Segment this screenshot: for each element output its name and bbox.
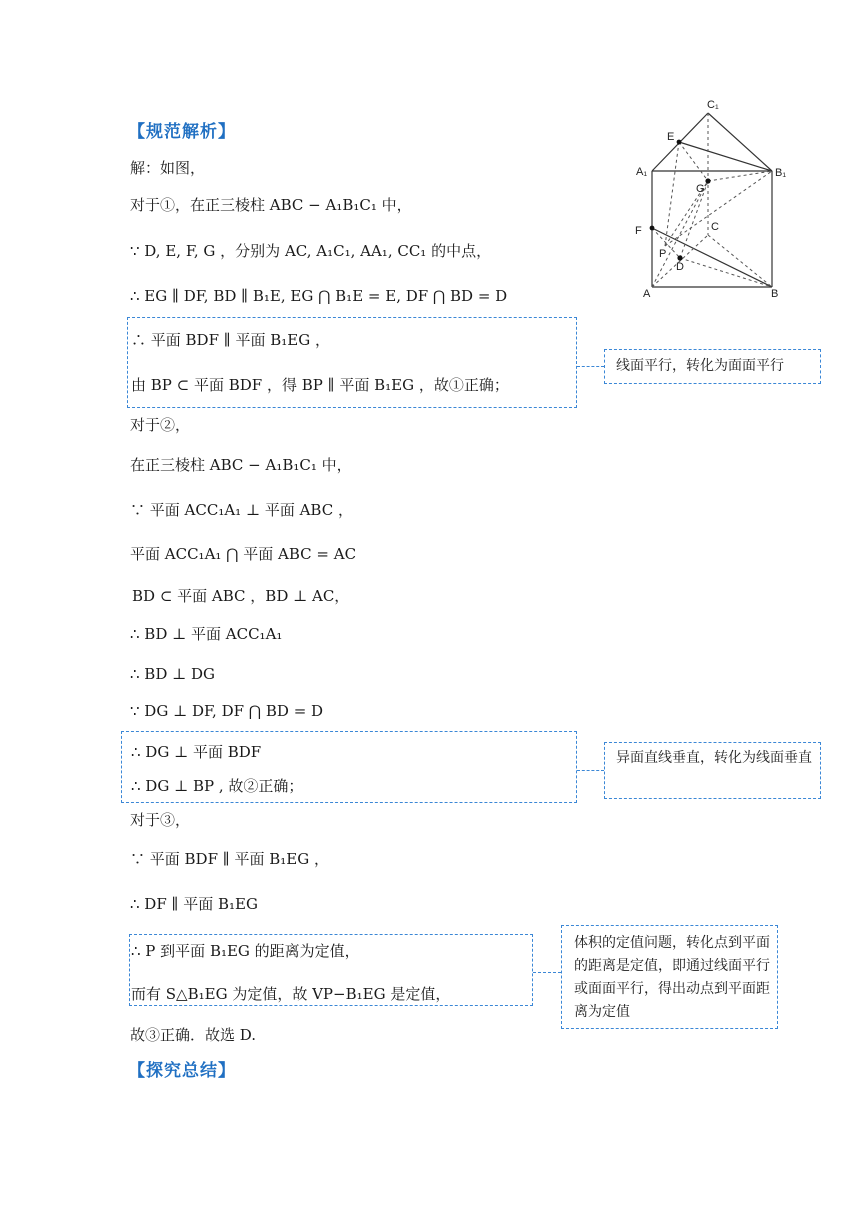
- edge-cb-hidden: [708, 235, 772, 287]
- analysis-heading: 【规范解析】: [128, 122, 236, 142]
- prism-figure: [620, 95, 800, 310]
- segment-eg: [679, 142, 708, 181]
- point-e: [677, 140, 682, 145]
- solution-line: ∴ DG ⊥ BP , 故②正确；: [131, 777, 304, 795]
- note-connector-2: [577, 770, 604, 771]
- note-box-2: 异面直线垂直，转化为线面垂直: [604, 742, 821, 799]
- solution-line: 对于③，: [130, 811, 191, 829]
- solution-line: ∵ DG ⊥ DF, DF ⋂ BD = D: [130, 702, 324, 720]
- label-b: B: [771, 288, 779, 300]
- solution-line: ∴ BD ⊥ 平面 ACC₁A₁: [130, 625, 283, 643]
- segment-eb1: [679, 142, 772, 171]
- note-connector-1: [577, 366, 604, 367]
- edge-c1b1: [708, 113, 772, 171]
- label-a1: A₁: [636, 166, 648, 178]
- solution-line: 而有 S△B₁EG 为定值，故 VP−B₁EG 是定值，: [131, 985, 451, 1003]
- label-c1: C₁: [707, 99, 719, 111]
- segment-pe: [665, 142, 679, 246]
- point-g: [705, 178, 710, 183]
- note-box-1: 线面平行，转化为面面平行: [604, 349, 821, 384]
- label-f: F: [635, 225, 642, 237]
- note-connector-3: [533, 972, 561, 973]
- solution-line: 在正三棱柱 ABC − A₁B₁C₁ 中，: [130, 456, 352, 474]
- solution-line: ∴ P 到平面 B₁EG 的距离为定值，: [131, 942, 360, 960]
- label-g: G: [696, 183, 705, 195]
- solution-line: ∴ DG ⊥ 平面 BDF: [131, 743, 262, 761]
- solution-line: 对于①，在正三棱柱 ABC − A₁B₁C₁ 中，: [130, 196, 412, 214]
- point-f: [650, 226, 655, 231]
- segment-db: [680, 258, 772, 287]
- segment-fb: [652, 228, 772, 287]
- label-p: P: [659, 248, 667, 260]
- label-d: D: [676, 261, 684, 273]
- solution-line: ∴ EG ∥ DF, BD ∥ B₁E, EG ⋂ B₁E = E, DF ⋂ BD = D: [130, 287, 508, 305]
- solution-line: 故③正确．故选 D.: [130, 1026, 257, 1044]
- solution-line: ∴ DF ∥ 平面 B₁EG: [130, 895, 258, 913]
- solution-line: 由 BP ⊂ 平面 BDF ，得 BP ∥ 平面 B₁EG ，故①正确；: [131, 376, 509, 394]
- label-e: E: [667, 131, 675, 143]
- note-box-3: 体积的定值问题，转化点到平面的距离是定值，即通过线面平行或面面平行，得出动点到平面距离为定值: [561, 925, 778, 1029]
- segment-pb1: [665, 171, 772, 246]
- label-c: C: [711, 221, 719, 233]
- solution-line: ∴ BD ⊥ DG: [130, 665, 216, 683]
- label-b1: B₁: [775, 167, 787, 179]
- solution-line: 平面 ACC₁A₁ ⋂ 平面 ABC = AC: [130, 545, 357, 563]
- point-d: [677, 255, 682, 260]
- summary-heading: 【探究总结】: [128, 1061, 236, 1081]
- solution-line: 解：如图，: [130, 159, 206, 177]
- solution-line: ∵ 平面 ACC₁A₁ ⊥ 平面 ABC ，: [130, 501, 353, 519]
- solution-line: ∴ 平面 BDF ∥ 平面 B₁EG ，: [131, 331, 330, 349]
- solution-line: ∵ 平面 BDF ∥ 平面 B₁EG ，: [130, 850, 329, 868]
- solution-line: BD ⊂ 平面 ABC ，BD ⊥ AC，: [132, 587, 350, 605]
- solution-line: 对于②，: [130, 416, 191, 434]
- solution-line: ∵ D, E, F, G ，分别为 AC, A₁C₁, AA₁, CC₁ 的中点，: [130, 242, 492, 260]
- segment-gb1: [708, 171, 772, 181]
- label-a: A: [643, 288, 651, 300]
